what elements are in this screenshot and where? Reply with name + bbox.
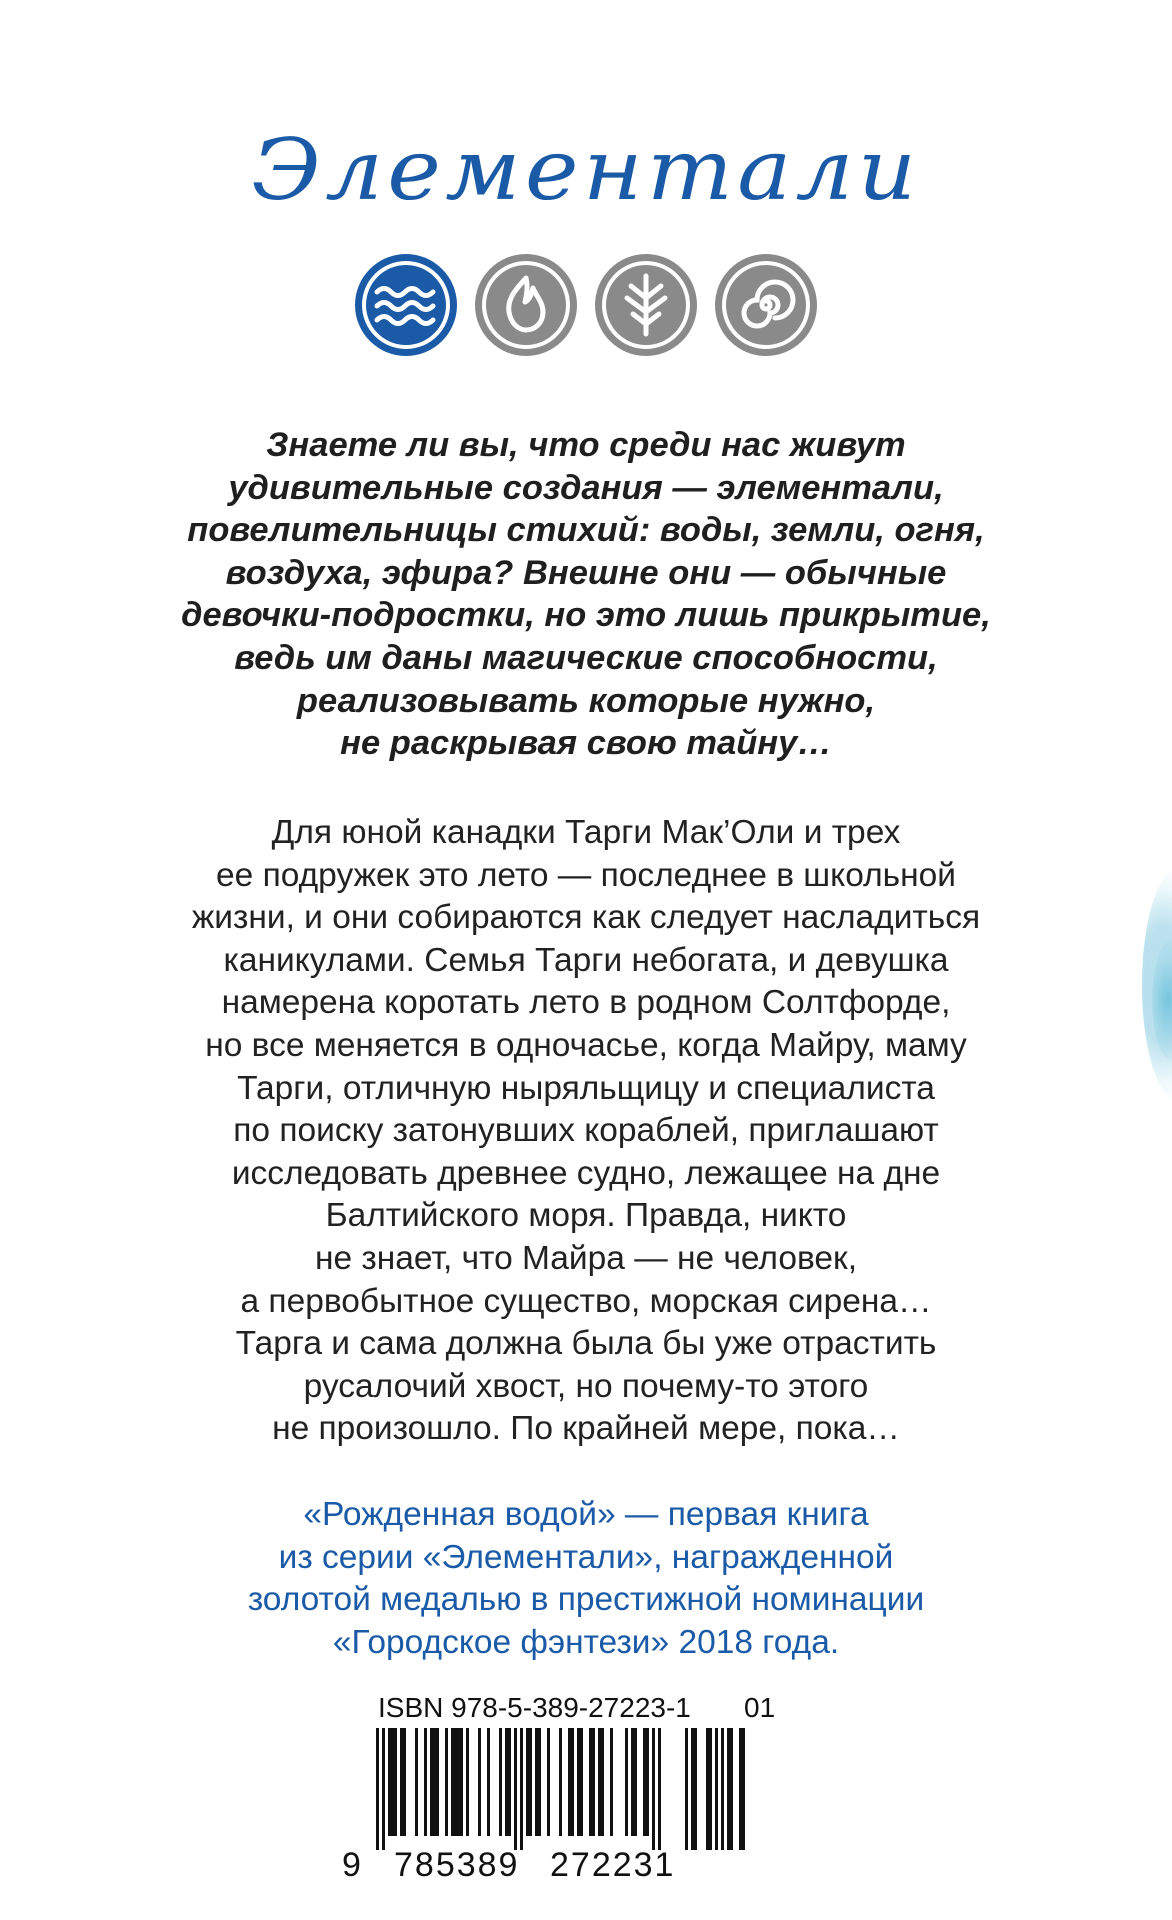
barcode-bar <box>652 1728 655 1850</box>
barcode-bar <box>460 1728 463 1836</box>
synopsis-line: русалочий хвост, но почему-то этого <box>303 1367 869 1405</box>
barcode-bar <box>643 1728 646 1836</box>
barcode-bar <box>451 1728 454 1836</box>
synopsis-line: исследовать древнее судно, лежащее на дне <box>231 1154 941 1192</box>
synopsis-line: намерена коротать лето в родном Солтфорде, <box>221 984 951 1022</box>
barcode-addon-bar <box>739 1728 742 1850</box>
barcode-bar <box>625 1728 628 1836</box>
award-line: «Городское фэнтези» 2018 года. <box>332 1623 840 1661</box>
barcode-bar <box>466 1728 469 1836</box>
tagline-line: реализовывать которые нужно, <box>296 681 876 720</box>
tagline-line: повелительницы стихий: воды, земли, огня, <box>187 511 985 550</box>
barcode-bar <box>424 1728 427 1836</box>
barcode-bar <box>394 1728 397 1836</box>
barcode-bar <box>520 1728 523 1850</box>
award-paragraph <box>0 1494 1172 1664</box>
barcode-bar <box>430 1728 433 1836</box>
barcode-bar <box>634 1728 637 1836</box>
barcode-bar <box>535 1728 538 1836</box>
synopsis-line: ее подружек это лето — последнее в школьной <box>216 856 956 894</box>
barcode-bar <box>388 1728 391 1836</box>
barcode-addon-bar <box>721 1728 724 1850</box>
barcode-addon-bar <box>727 1728 730 1850</box>
isbn-barcode <box>342 1692 810 1892</box>
barcode-bar <box>631 1728 634 1836</box>
barcode-bar <box>580 1728 583 1836</box>
barcode-bar <box>526 1728 529 1836</box>
barcode-digits-right: 272231 <box>550 1846 676 1884</box>
barcode-bar <box>547 1728 550 1836</box>
barcode-bar <box>436 1728 439 1836</box>
barcode-addon-bar <box>742 1728 745 1850</box>
barcode-bar <box>538 1728 541 1836</box>
barcode-digits-left: 785389 <box>394 1846 520 1884</box>
synopsis-line: Тарги, отличную ныряльщицу и специалиста <box>237 1069 935 1107</box>
earth-icon <box>593 252 699 358</box>
award-line: золотой медалью в престижной номинации <box>247 1581 925 1619</box>
barcode-bar <box>559 1728 562 1836</box>
synopsis-line: а первобытное существо, морская сирена… <box>240 1282 932 1320</box>
barcode-addon-bar <box>691 1728 694 1850</box>
tagline-line: девочки-подростки, но это лишь прикрытие, <box>181 596 991 635</box>
tagline-line: не раскрывая свою тайну… <box>340 724 832 763</box>
barcode-bar <box>646 1728 649 1836</box>
barcode-bar <box>658 1728 661 1850</box>
barcode-bar <box>433 1728 436 1836</box>
barcode-bar <box>454 1728 457 1836</box>
barcode-bar <box>577 1728 580 1836</box>
barcode-addon-bar <box>694 1728 697 1850</box>
barcode-addon-bar <box>715 1728 718 1850</box>
award-line: «Рожденная водой» — первая книга <box>303 1496 869 1533</box>
barcode-bar <box>568 1728 571 1836</box>
barcode-bar <box>505 1728 508 1836</box>
barcode-addon-bar <box>730 1728 733 1850</box>
synopsis-line: не произошло. По крайней мере, пока… <box>272 1410 900 1448</box>
tagline-line: воздуха, эфира? Внешне они — обычные <box>225 553 947 592</box>
air-icon <box>713 252 819 358</box>
barcode-bar <box>415 1728 418 1836</box>
synopsis-line: каникулами. Семья Тарги небогата, и девушка <box>223 941 949 979</box>
barcode-addon-bar <box>706 1728 709 1850</box>
award-line: из серии «Элементали», награжденной <box>278 1538 894 1576</box>
synopsis-paragraph <box>0 812 1172 1451</box>
barcode-bar <box>571 1728 574 1836</box>
synopsis-line: Тарга и сама должна была бы уже отрастить <box>235 1325 937 1363</box>
barcode-bar <box>478 1728 481 1836</box>
barcode-addon-bar <box>709 1728 712 1850</box>
barcode-bar <box>403 1728 406 1836</box>
barcode-addon-bar <box>685 1728 688 1850</box>
barcode-addon-code: 01 <box>744 1692 776 1723</box>
barcode-bar <box>601 1728 604 1836</box>
isbn-label: ISBN 978-5-389-27223-1 <box>378 1692 691 1723</box>
tagline-line: Знаете ли вы, что среди нас живут <box>266 426 906 464</box>
barcode-bar <box>589 1728 592 1836</box>
barcode-bars <box>370 1728 810 1850</box>
synopsis-line: Для юной канадки Тарги Мак’Оли и трех <box>271 814 901 851</box>
barcode-bar <box>382 1728 385 1850</box>
synopsis-line: Балтийского моря. Правда, никто <box>325 1197 847 1235</box>
synopsis-line: по поиску затонувших кораблей, приглашают <box>233 1112 939 1150</box>
barcode-bar <box>445 1728 448 1836</box>
barcode-bar <box>376 1728 379 1850</box>
barcode-bar <box>592 1728 595 1836</box>
barcode-bar <box>400 1728 403 1836</box>
barcode-bar <box>508 1728 511 1836</box>
fire-icon <box>473 252 579 358</box>
barcode-bar <box>391 1728 394 1836</box>
barcode-bar <box>499 1728 502 1836</box>
barcode-bar <box>529 1728 532 1836</box>
tagline-paragraph <box>0 424 1172 765</box>
synopsis-line: но все меняется в одночасье, когда Майру, маму <box>205 1026 967 1064</box>
series-logo: Элементали <box>251 121 921 219</box>
tagline-line: ведь им даны магические способности, <box>234 638 938 677</box>
barcode-bar <box>514 1728 517 1850</box>
water-icon <box>353 252 459 358</box>
tagline-line: удивительные создания — элементали, <box>228 468 944 507</box>
barcode-bar <box>457 1728 460 1836</box>
barcode-bar <box>610 1728 613 1836</box>
barcode-digit-first: 9 <box>342 1846 363 1884</box>
barcode-bar <box>487 1728 490 1836</box>
synopsis-line: жизни, и они собираются как следует насладиться <box>191 899 981 937</box>
elements-icon-row <box>0 252 1172 358</box>
synopsis-line: не знает, что Майра — не человек, <box>314 1239 858 1277</box>
barcode-bar <box>598 1728 601 1836</box>
